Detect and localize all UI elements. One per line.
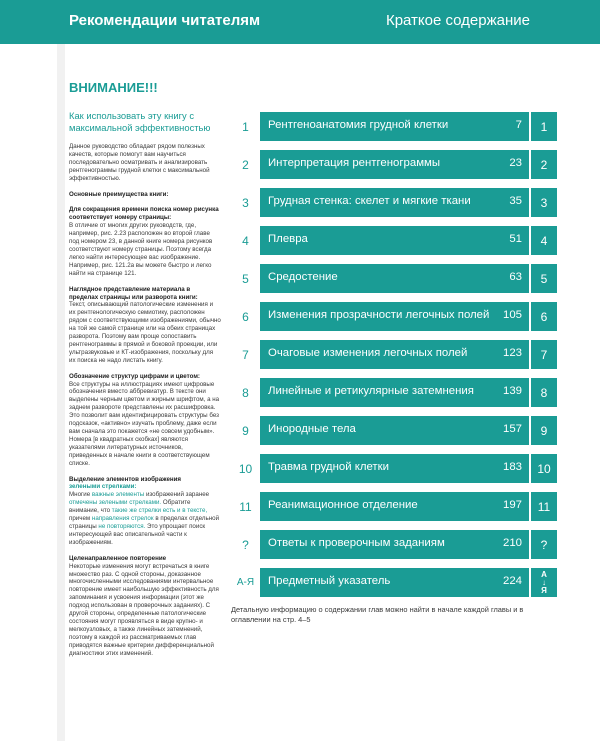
index-letter-top: А	[541, 569, 547, 579]
toc-row[interactable]	[231, 416, 571, 445]
toc-chapter-number: 1	[231, 112, 260, 141]
section-text: Это упрощает поиск интересующей вас описательной части к изображениям.	[69, 522, 206, 546]
toc-index-tab[interactable]	[529, 568, 557, 597]
highlighted-text: важные элементы	[91, 491, 145, 499]
toc-chapter-tab[interactable]: 4	[529, 226, 557, 255]
toc-chapter-page: 123	[502, 347, 522, 359]
toc-row[interactable]	[231, 188, 571, 217]
advantages-title: Основные преимущества книги:	[69, 190, 169, 198]
toc-chapter-page: 197	[502, 499, 522, 511]
toc-row[interactable]	[231, 378, 571, 407]
toc-row[interactable]	[231, 568, 571, 597]
header-right-title: Краткое содержание	[385, 12, 530, 29]
section-text: Обратите внимание, что	[69, 499, 191, 515]
toc-chapter-tab[interactable]: ?	[529, 530, 557, 559]
toc-chapter-bar[interactable]	[260, 454, 529, 483]
toc-chapter-bar[interactable]	[260, 302, 529, 331]
section-structure-marking	[69, 373, 221, 468]
highlighted-text: такие же стрелки есть и в тексте,	[111, 507, 208, 515]
toc-chapter-number: 7	[231, 340, 260, 369]
toc-chapter-bar[interactable]	[260, 150, 529, 179]
section-title: Целенаправленное повторение	[69, 554, 167, 562]
section-visual-layout	[69, 286, 221, 365]
toc-chapter-title: Реанимационное отделение	[268, 499, 418, 511]
toc-chapter-tab[interactable]: 1	[529, 112, 557, 141]
toc-chapter-number: 4	[231, 226, 260, 255]
section-title: Наглядное представление материала в пределах страницы или разворота книги:	[69, 285, 198, 301]
toc-chapter-page: 105	[502, 309, 522, 321]
toc-chapter-title: Плевра	[268, 233, 308, 245]
highlighted-text: направления стрелок	[91, 515, 154, 523]
toc-note: Детальную информацию о содержании глав можно найти в начале каждой главы и в оглавлении на стр. 4–5	[231, 605, 524, 624]
toc-chapter-tab[interactable]: 8	[529, 378, 557, 407]
toc-chapter-number: 8	[231, 378, 260, 407]
toc-row[interactable]	[231, 454, 571, 483]
toc-chapter-number: 10	[231, 454, 260, 483]
toc-chapter-bar[interactable]	[260, 378, 529, 407]
toc-chapter-bar[interactable]	[260, 264, 529, 293]
toc-chapter-page: 7	[515, 119, 522, 131]
highlighted-text: не повторяются.	[98, 522, 146, 530]
toc-chapter-page: 139	[502, 385, 522, 397]
toc-chapter-tab[interactable]: 10	[529, 454, 557, 483]
toc-chapter-page: 224	[502, 575, 522, 587]
toc-chapter-page: 35	[509, 195, 522, 207]
toc-chapter-title: Грудная стенка: скелет и мягкие ткани	[268, 195, 471, 207]
toc-row[interactable]	[231, 302, 571, 331]
toc-chapter-number: А-Я	[231, 568, 260, 597]
toc-row[interactable]	[231, 226, 571, 255]
toc-chapter-bar[interactable]	[260, 416, 529, 445]
toc-row[interactable]	[231, 112, 571, 141]
toc-chapter-number: 11	[231, 492, 260, 521]
toc-chapter-tab[interactable]: 3	[529, 188, 557, 217]
toc-chapter-tab[interactable]: 6	[529, 302, 557, 331]
toc-chapter-page: 63	[509, 271, 522, 283]
guide-column	[69, 110, 221, 665]
page-header	[0, 0, 600, 44]
toc-chapter-tab[interactable]: 2	[529, 150, 557, 179]
toc-chapter-number: 9	[231, 416, 260, 445]
toc-chapter-title: Средостение	[268, 271, 338, 283]
toc-chapter-title: Очаговые изменения легочных полей	[268, 347, 468, 359]
section-text: В отличие от многих других руководств, где, например, рис. 2.23 расположен во второй главе под номером 23, в данной книге номера рисунков соответствуют номеру страницы. Поэтому всегда легко найти интересующее вас изображение. Например, рис. 121.2а вы можете быстро и легко найти на странице 121.	[69, 222, 213, 277]
toc-chapter-title: Рентгеноанатомия грудной клетки	[268, 119, 449, 131]
toc-chapter-title: Ответы к проверочным заданиям	[268, 537, 445, 549]
toc-chapter-tab[interactable]: 7	[529, 340, 557, 369]
toc-row[interactable]	[231, 150, 571, 179]
toc-chapter-bar[interactable]	[260, 568, 529, 597]
guide-intro: Данное руководство обладает рядом полезных качеств, которые помогут вам научиться последовательно осматривать и анализировать рентгенограммы грудной клетки с максимальной эффективностью.	[69, 143, 210, 182]
toc-chapter-number: 6	[231, 302, 260, 331]
toc-chapter-page: 23	[509, 157, 522, 169]
toc-row[interactable]	[231, 340, 571, 369]
toc-chapter-title: Интерпретация рентгенограммы	[268, 157, 441, 169]
toc-chapter-bar[interactable]	[260, 188, 529, 217]
toc-chapter-page: 51	[509, 233, 522, 245]
sort-arrow-icon: ↓	[542, 577, 546, 587]
toc-chapter-bar[interactable]	[260, 492, 529, 521]
toc-chapter-tab[interactable]: 11	[529, 492, 557, 521]
header-left-title: Рекомендации читателям	[69, 12, 261, 29]
toc-chapter-number: ?	[231, 530, 260, 559]
section-figure-numbering	[69, 206, 221, 277]
toc-chapter-page: 210	[502, 537, 522, 549]
section-text: Все структуры на иллюстрациях имеют цифровые обозначения вместо аббревиатур. В тексте они выделены черным цветом и жирным шрифтом, а на заднем развороте представлены их расшифровка. Это позволит вам идентифицировать структуры без подсказок, «активно» изучать проблему, даже если вам сначала это покажется «не совсем удобным». Номера [в квадратных скобках] являются указателями литературных источников, приведенных в начале книги в соответствующем списке.	[69, 380, 220, 467]
toc-row[interactable]	[231, 264, 571, 293]
toc-chapter-title: Изменения прозрачности легочных полей	[268, 309, 490, 321]
toc-row[interactable]	[231, 530, 571, 559]
toc-chapter-tab[interactable]: 5	[529, 264, 557, 293]
toc-chapter-title: Предметный указатель	[268, 575, 391, 587]
index-letter-bottom: Я	[541, 585, 547, 595]
section-repetition	[69, 555, 221, 658]
section-text: Текст, описывающий патологические изменения и их рентгенологическую семиотику, расположен рядом с соответствующими изображениями, обычно на той же самой странице или на обеих страницах разворота. Поэтому вам проще сопоставить рентгенограммы в прямой и боковой проекции, или ультразвуковые и КТ-изображения, поскольку для их поиска не надо листать книгу.	[69, 301, 221, 364]
toc-row[interactable]	[231, 492, 571, 521]
section-title-colored: зелеными стрелками:	[69, 483, 137, 491]
guide-heading: Как использовать эту книгу с максимальной эффективностью	[69, 110, 211, 133]
toc-chapter-bar[interactable]	[260, 530, 529, 559]
toc-chapter-title: Инородные тела	[268, 423, 356, 435]
toc-chapter-number: 3	[231, 188, 260, 217]
section-text: изображений заранее	[145, 491, 210, 499]
section-text: Многие	[69, 491, 91, 499]
toc-chapter-title: Травма грудной клетки	[268, 461, 389, 473]
section-title: Для сокращения времени поиска номер рисунка соответствует номеру страницы:	[69, 206, 219, 222]
section-title: Обозначение структур цифрами и цветом:	[69, 372, 200, 380]
section-title: Выделение элементов изображения	[69, 475, 182, 483]
section-green-arrows	[69, 476, 221, 547]
toc-chapter-tab[interactable]: 9	[529, 416, 557, 445]
toc-chapter-bar[interactable]	[260, 226, 529, 255]
toc-chapter-bar[interactable]	[260, 112, 529, 141]
toc-chapter-title: Линейные и ретикулярные затемнения	[268, 385, 474, 397]
section-text: в пределах отдельной страницы	[69, 515, 220, 530]
toc-chapter-number: 5	[231, 264, 260, 293]
toc-chapter-number: 2	[231, 150, 260, 179]
section-text: причем	[69, 515, 91, 523]
highlighted-text: отмечены зелеными стрелками.	[69, 499, 162, 507]
toc-chapter-page: 183	[502, 461, 522, 473]
section-text: Некоторые изменения могут встречаться в книге множество раз. С одной стороны, доказанное многочисленными исследованиями интервальное повторение имеет наибольшую эффективность для запоминания и усвоения информации (этот же подход использован в проверочных заданиях). С другой стороны, определенные патологические состояния могут проявляться в виде крупно- и мелкоузловых, а также линейных затемнений, поэтому в каждой из рассматриваемых глав приводятся важные критерии дифференциальной диагностики этих изменений.	[69, 562, 219, 657]
toc-chapter-bar[interactable]	[260, 340, 529, 369]
toc-chapter-page: 157	[502, 423, 522, 435]
warning-title: ВНИМАНИЕ!!!	[69, 80, 158, 95]
